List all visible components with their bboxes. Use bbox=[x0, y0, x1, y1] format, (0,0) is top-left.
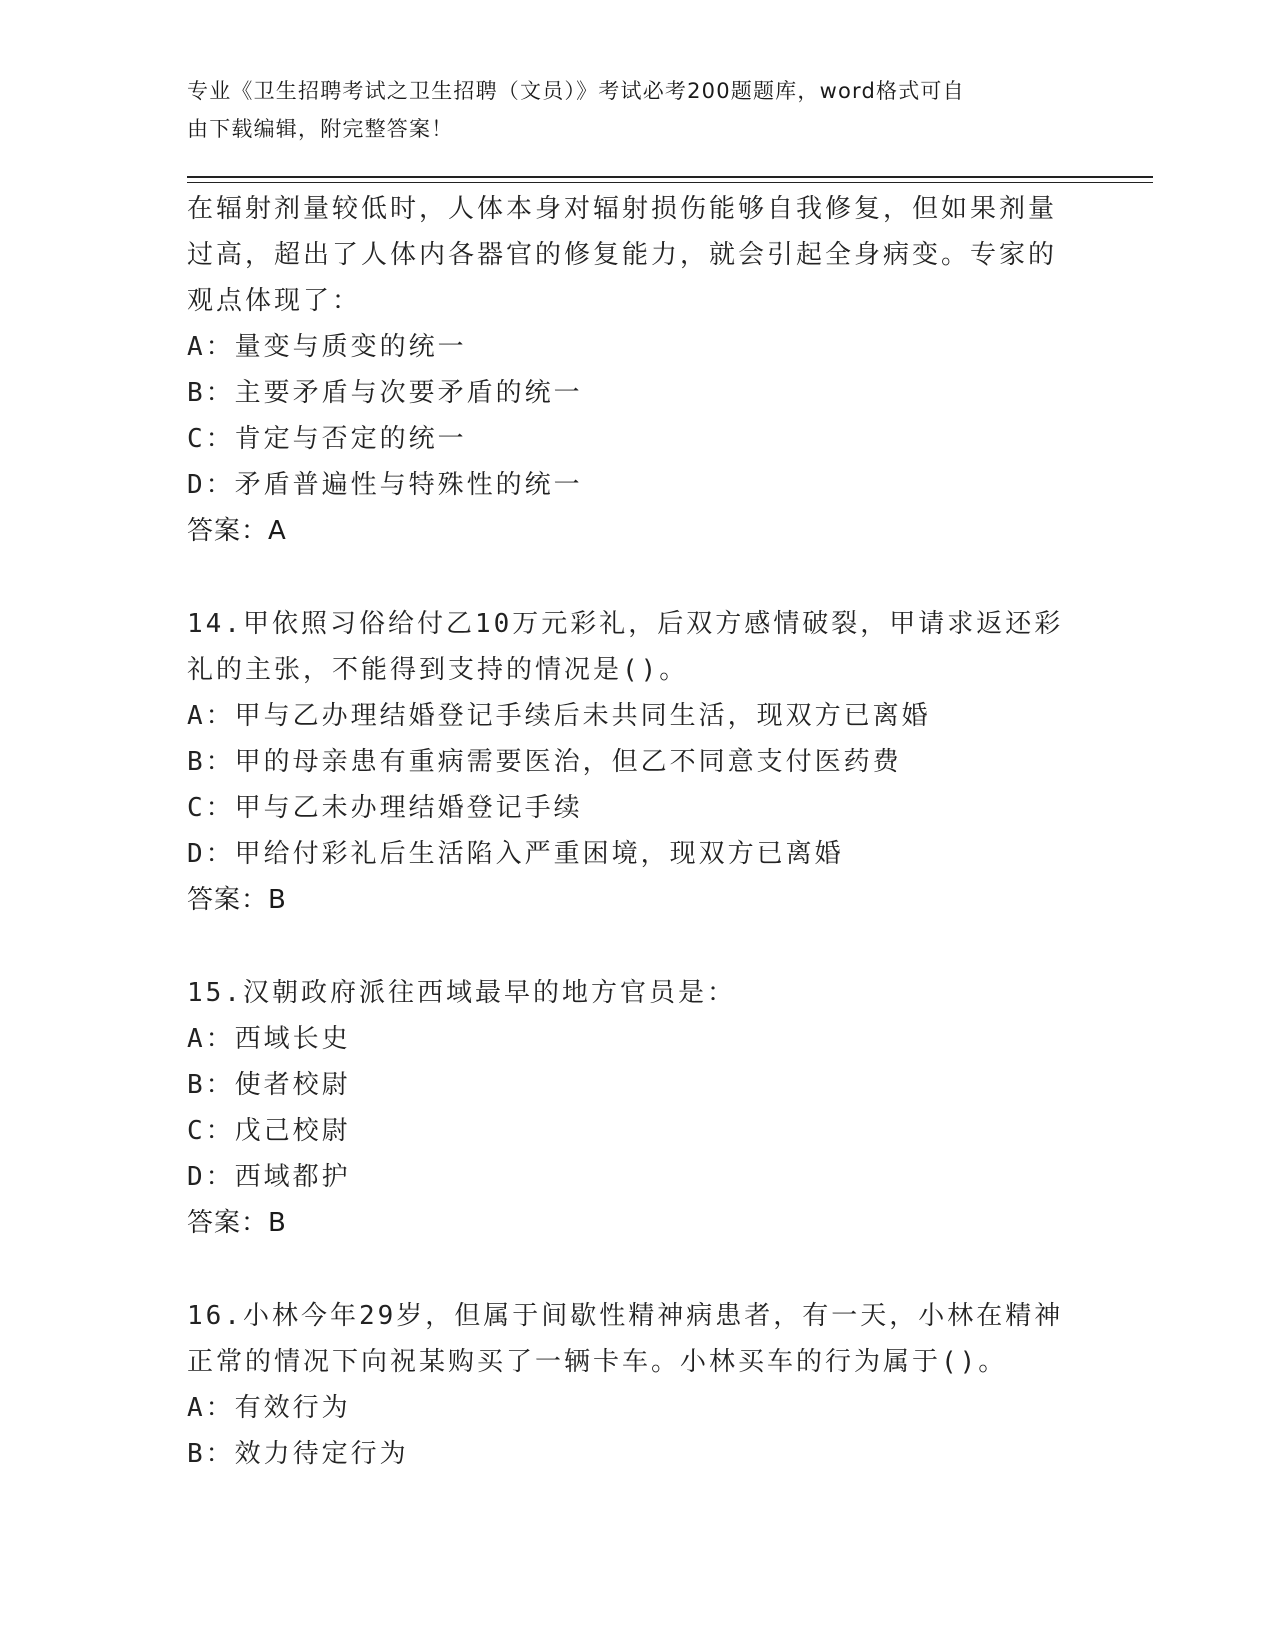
option-b: B：甲的母亲患有重病需要医治，但乙不同意支付医药费 bbox=[187, 747, 902, 777]
document-header bbox=[187, 72, 1057, 148]
question-15 bbox=[187, 970, 1067, 1246]
answer-line: 答案：A bbox=[187, 516, 287, 546]
question-stem-line: 过高，超出了人体内各器官的修复能力，就会引起全身病变。专家的 bbox=[187, 240, 1058, 270]
question-stem-line: 正常的情况下向祝某购买了一辆卡车。小林买车的行为属于()。 bbox=[187, 1347, 1008, 1377]
option-b: B：主要矛盾与次要矛盾的统一 bbox=[187, 378, 583, 408]
option-a: A：有效行为 bbox=[187, 1393, 351, 1423]
question-14 bbox=[187, 601, 1067, 923]
option-b: B：使者校尉 bbox=[187, 1070, 351, 1100]
header-rule-thin bbox=[187, 182, 1153, 183]
question-spacer bbox=[187, 923, 1067, 970]
question-stem-line: 16.小林今年29岁，但属于间歇性精神病患者，有一天，小林在精神 bbox=[187, 1301, 1064, 1331]
header-line-2: 由下载编辑，附完整答案！ bbox=[187, 117, 454, 141]
header-rule-thick bbox=[187, 176, 1153, 178]
option-d: D：甲给付彩礼后生活陷入严重困境，现双方已离婚 bbox=[187, 839, 844, 869]
question-stem-line: 14.甲依照习俗给付乙10万元彩礼，后双方感情破裂，甲请求返还彩 bbox=[187, 609, 1064, 639]
answer-line: 答案：B bbox=[187, 885, 287, 915]
option-d: D：西域都护 bbox=[187, 1162, 351, 1192]
question-spacer bbox=[187, 554, 1067, 601]
option-c: C：甲与乙未办理结婚登记手续 bbox=[187, 793, 583, 823]
option-a: A：西域长史 bbox=[187, 1024, 351, 1054]
option-d: D：矛盾普遍性与特殊性的统一 bbox=[187, 470, 583, 500]
question-stem-line: 15.汉朝政府派往西域最早的地方官员是： bbox=[187, 978, 736, 1008]
option-c: C：肯定与否定的统一 bbox=[187, 424, 467, 454]
question-16 bbox=[187, 1293, 1067, 1477]
option-a: A：量变与质变的统一 bbox=[187, 332, 467, 362]
question-13 bbox=[187, 186, 1067, 554]
answer-line: 答案：B bbox=[187, 1208, 287, 1238]
question-spacer bbox=[187, 1246, 1067, 1293]
option-c: C：戊己校尉 bbox=[187, 1116, 351, 1146]
question-stem-line: 观点体现了： bbox=[187, 286, 362, 316]
header-line-1: 专业《卫生招聘考试之卫生招聘（文员）》考试必考200题题库，word格式可自 bbox=[187, 79, 965, 103]
question-stem-line: 在辐射剂量较低时，人体本身对辐射损伤能够自我修复，但如果剂量 bbox=[187, 194, 1058, 224]
option-a: A：甲与乙办理结婚登记手续后未共同生活，现双方已离婚 bbox=[187, 701, 931, 731]
question-stem-line: 礼的主张，不能得到支持的情况是()。 bbox=[187, 655, 689, 685]
question-list bbox=[187, 186, 1067, 1477]
option-b: B：效力待定行为 bbox=[187, 1439, 409, 1469]
